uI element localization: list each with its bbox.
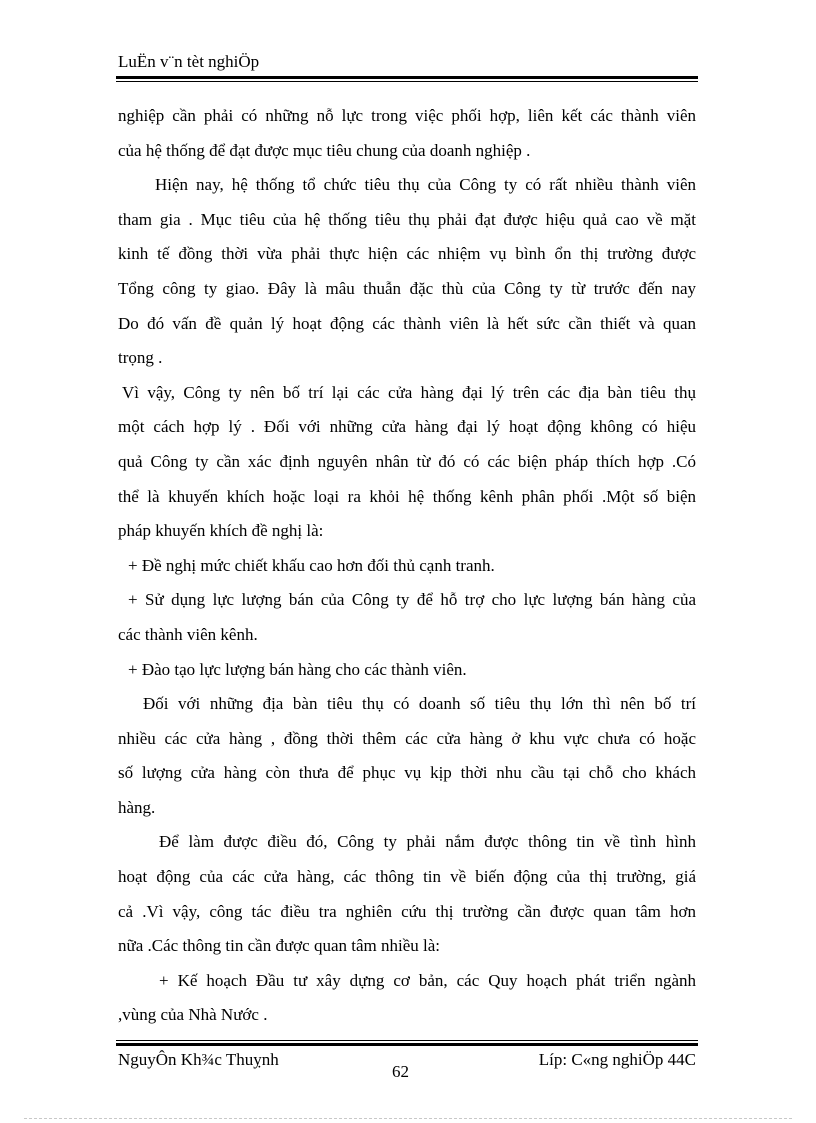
header-rule-thick <box>116 76 698 79</box>
page-number: 62 <box>392 1062 409 1081</box>
text-line: + Đề nghị mức chiết khấu cao hơn đối thủ cạnh tranh. <box>128 555 495 575</box>
text-line: hoạt động của các cửa hàng, các thông tin về biến động của thị trường, giá <box>118 867 696 887</box>
text-line: Để làm được điều đó, Công ty phải nắm được thông tin về tình hình <box>159 832 696 852</box>
footer-author: NguyÔn Kh¾c Thuỵnh <box>118 1050 279 1069</box>
text-line: hàng. <box>118 797 156 817</box>
text-line: nghiệp cần phải có những nỗ lực trong việc phối hợp, liên kết các thành viên <box>118 106 696 125</box>
text-line: kinh tế đồng thời vừa phải thực hiện các nhiệm vụ bình ổn thị trường được <box>118 244 696 264</box>
text-line: số lượng cửa hàng còn thưa để phục vụ kịp thời nhu cầu tại chỗ cho khách <box>118 763 696 783</box>
text-line: + Đào tạo lực lượng bán hàng cho các thành viên. <box>128 659 467 679</box>
text-line: pháp khuyến khích đề nghị là: <box>118 521 324 541</box>
text-line: của hệ thống để đạt được mục tiêu chung của doanh nghiệp . <box>118 140 531 160</box>
text-line: + Kế hoạch Đầu tư xây dựng cơ bản, các Quy hoạch phát triển ngành <box>159 970 696 990</box>
text-line: tham gia . Mục tiêu của hệ thống tiêu thụ phải đạt được hiệu quả cao về mặt <box>118 209 696 229</box>
text-line: một cách hợp lý . Đối với những cửa hàng đại lý hoạt động không có hiệu <box>118 417 696 437</box>
text-line: quả Công ty cần xác định nguyên nhân từ đó có các biện pháp thích hợp .Có <box>118 451 696 471</box>
text-line: Vì vậy, Công ty nên bố trí lại các cửa hàng đại lý trên các địa bàn tiêu thụ <box>122 382 696 402</box>
text-line: các thành viên kênh. <box>118 624 258 644</box>
text-line: Do đó vấn đề quản lý hoạt động các thành viên là hết sức cần thiết và quan <box>118 313 696 333</box>
page-bottom-divider <box>24 1118 792 1119</box>
running-header-title: LuËn v¨n tèt nghiÖp <box>118 52 260 71</box>
footer-rule-thin <box>116 1040 698 1041</box>
text-line: ,vùng của Nhà Nước . <box>118 1005 268 1025</box>
text-line: Tổng công ty giao. Đây là mâu thuẫn đặc thù của Công ty từ trước đến nay <box>118 278 696 298</box>
text-line: + Sử dụng lực lượng bán của Công ty để hỗ trợ cho lực lượng bán hàng của <box>128 590 696 610</box>
text-line: Hiện nay, hệ thống tổ chức tiêu thụ của Công ty có rất nhiều thành viên <box>155 175 696 195</box>
text-line: cả .Vì vậy, công tác điều tra nghiên cứu thị trường cần được quan tâm hơn <box>118 901 696 921</box>
footer-class: Líp: C«ng nghiÖp 44C <box>538 1050 696 1069</box>
text-line: nhiều các cửa hàng , đồng thời thêm các cửa hàng ở khu vực chưa có hoặc <box>118 728 696 748</box>
body-text <box>118 99 696 1033</box>
text-line: nữa .Các thông tin cần được quan tâm nhiều là: <box>118 936 440 956</box>
footer-rule-thick <box>116 1043 698 1046</box>
text-line: trọng . <box>118 348 163 368</box>
text-line: thể là khuyến khích hoặc loại ra khỏi hệ thống kênh phân phối .Một số biện <box>118 486 696 506</box>
text-line: Đối với những địa bàn tiêu thụ có doanh số tiêu thụ lớn thì nên bố trí <box>143 694 696 714</box>
header-rule-thin <box>116 81 698 82</box>
